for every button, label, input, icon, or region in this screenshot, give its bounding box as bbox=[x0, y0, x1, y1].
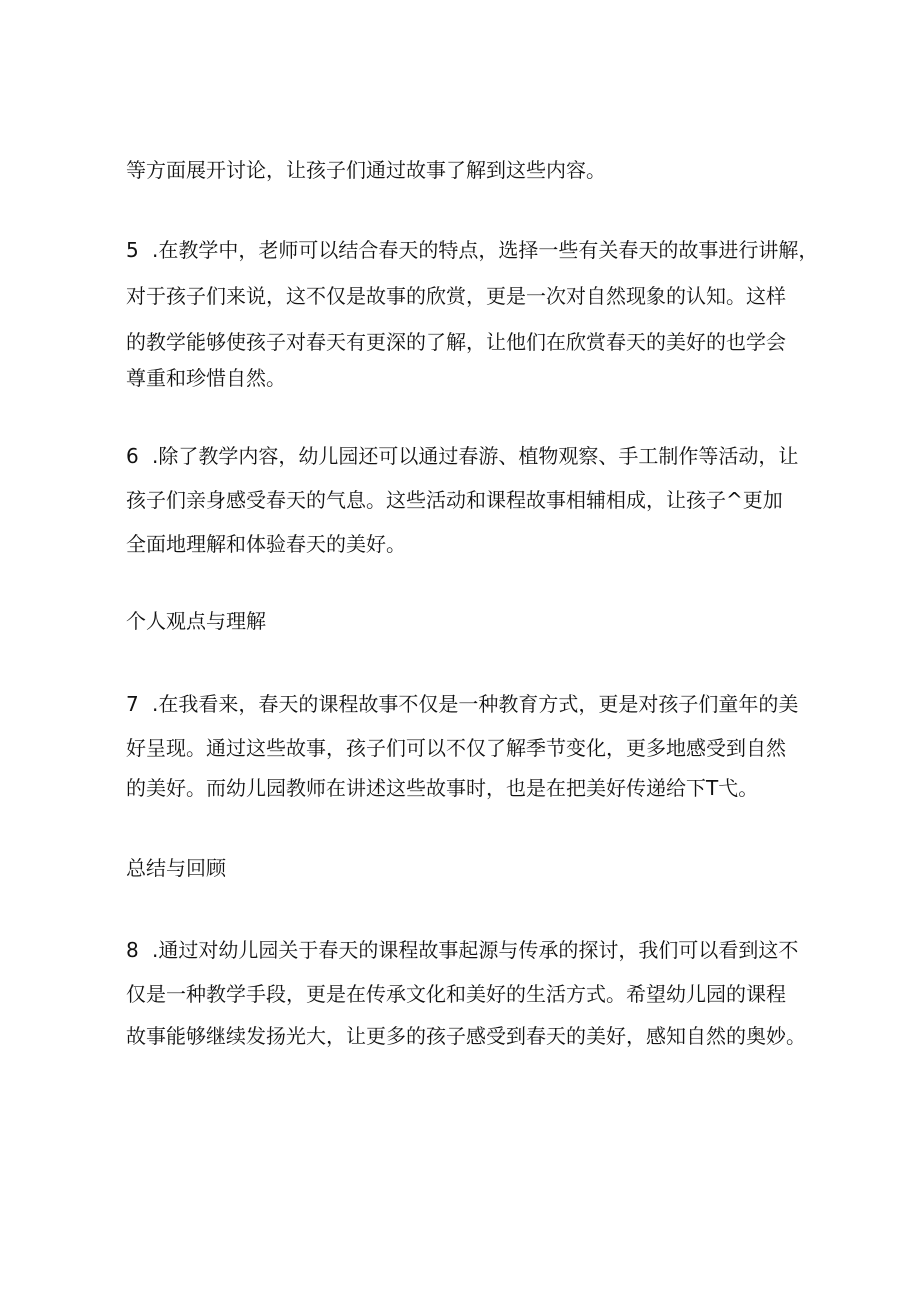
paragraph-7-line-3: 的美好。而幼儿园教师在讲述这些故事时，也是在把美好传递给下T弋。 bbox=[126, 776, 759, 800]
paragraph-5-line-2: 对于孩子们来说，这不仅是故事的欣赏，更是一次对自然现象的认知。这样 bbox=[126, 284, 786, 308]
paragraph-6-line-3: 全面地理解和体验春天的美好。 bbox=[126, 532, 406, 556]
paragraph-text: .除了教学内容，幼儿园还可以通过春游、植物观察、手工制作等活动，让 bbox=[152, 444, 799, 468]
paragraph-5-line-1 bbox=[126, 236, 819, 264]
section-heading-personal-view: 个人观点与理解 bbox=[126, 609, 266, 633]
paragraph-6-line-1 bbox=[126, 442, 816, 470]
paragraph-number: 6 bbox=[126, 444, 139, 468]
paragraph-8-line-2: 仅是一种教学手段，更是在传承文化和美好的生活方式。希望幼儿园的课程 bbox=[126, 982, 786, 1006]
paragraph-number: 5 bbox=[126, 238, 139, 262]
paragraph-text: .在我看来，春天的课程故事不仅是一种教育方式，更是对孩子们童年的美 bbox=[152, 692, 799, 716]
paragraph-6-line-2: 孩子们亲身感受春天的气息。这些活动和课程故事相辅相成，让孩子^更加 bbox=[126, 488, 783, 512]
paragraph-8-line-1 bbox=[126, 936, 816, 964]
paragraph-7-line-2: 好呈现。通过这些故事，孩子们可以不仅了解季节变化，更多地感受到自然 bbox=[126, 736, 786, 760]
paragraph-7-line-1 bbox=[126, 690, 816, 718]
paragraph-text: .通过对幼儿园关于春天的课程故事起源与传承的探讨，我们可以看到这不 bbox=[152, 938, 799, 962]
paragraph-5-line-4: 尊重和珍惜自然。 bbox=[126, 366, 286, 390]
paragraph-8-line-3: 故事能够继续发扬光大，让更多的孩子感受到春天的美好，感知自然的奥妙。 bbox=[126, 1024, 806, 1048]
section-heading-summary: 总结与回顾 bbox=[126, 856, 226, 880]
paragraph-5-line-3: 的教学能够使孩子对春天有更深的了解，让他们在欣赏春天的美好的也学会 bbox=[126, 330, 786, 354]
paragraph-number: 8 bbox=[126, 938, 139, 962]
intro-line: 等方面展开讨论，让孩子们通过故事了解到这些内容。 bbox=[126, 158, 606, 182]
paragraph-text: .在教学中，老师可以结合春天的特点，选择一些有关春天的故事进行讲解， bbox=[152, 238, 819, 262]
paragraph-number: 7 bbox=[126, 692, 139, 716]
